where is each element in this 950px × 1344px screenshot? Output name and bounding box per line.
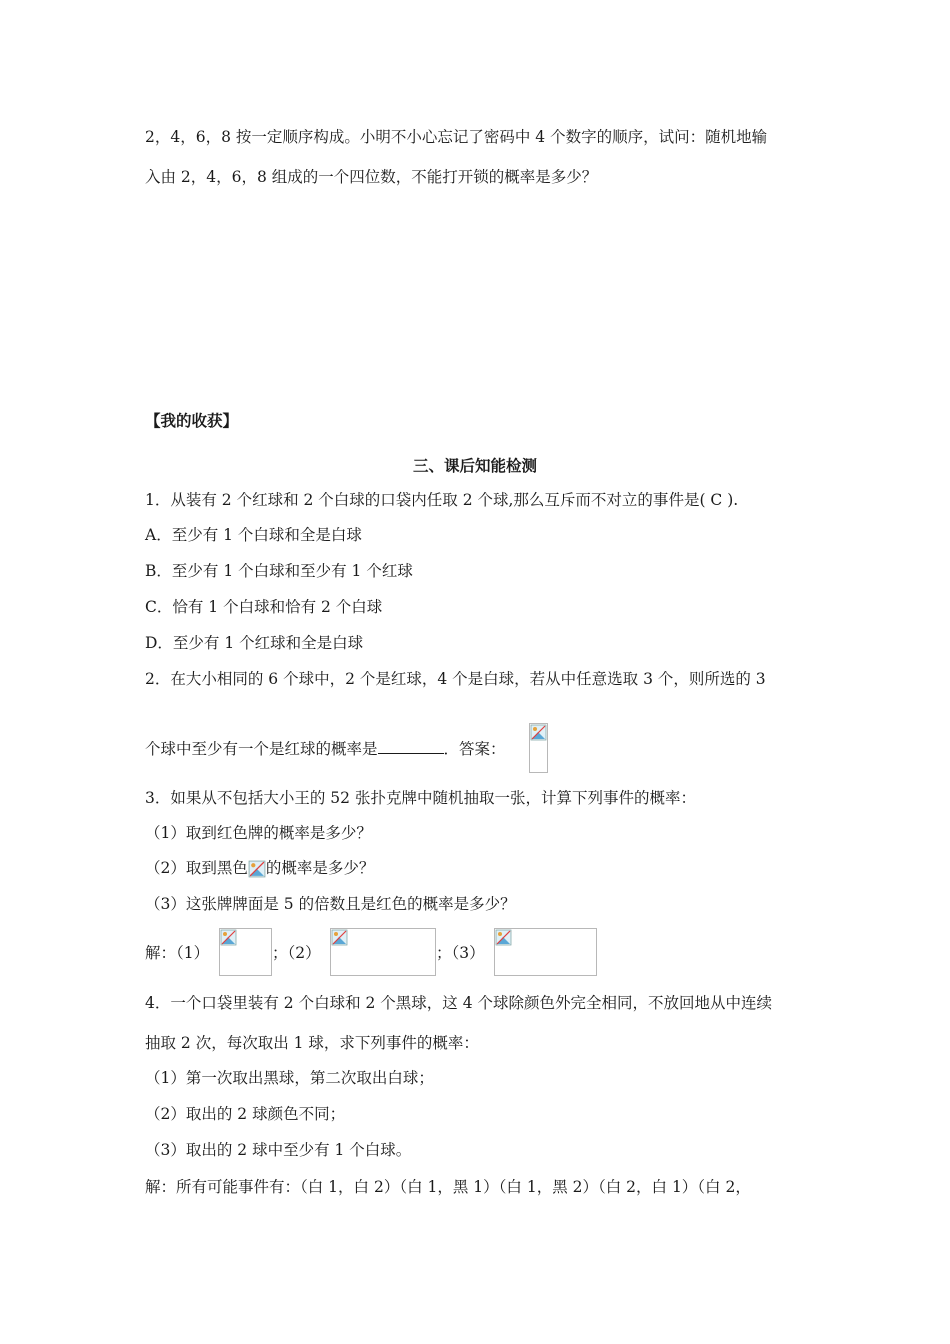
broken-image-icon: [248, 860, 266, 878]
solution-1-image-placeholder: [219, 928, 272, 976]
q1-option-b: B．至少有 1 个白球和至少有 1 个红球: [145, 562, 413, 580]
q2-line-2: [145, 738, 506, 760]
intro-line-1: 2，4，6，8 按一定顺序构成。小明不小心忘记了密码中 4 个数字的顺序，试问：随机地输: [145, 128, 768, 146]
section-title: 三、课后知能检测: [412, 457, 537, 475]
q3-sub-2-after: 的概率是多少？: [265, 859, 375, 877]
q4-line-1: 4．一个口袋里装有 2 个白球和 2 个黑球，这 4 个球除颜色外完全相同，不放回地从中连续: [145, 994, 773, 1012]
broken-image-icon: [495, 929, 512, 946]
q1-stem: 1．从装有 2 个红球和 2 个白球的口袋内任取 2 个球,那么互斥而不对立的事件是( C ).: [145, 491, 739, 509]
intro-line-2: 入由 2，4，6，8 组成的一个四位数，不能打开锁的概率是多少？: [145, 168, 598, 186]
broken-image-icon: [530, 724, 547, 741]
q2-line-1: 2．在大小相同的 6 个球中，2 个是红球，4 个是白球，若从中任意选取 3 个，则所选的 3: [145, 670, 766, 688]
q3-sub-1: （1）取到红色牌的概率是多少？: [145, 824, 372, 842]
inline-image-placeholder: [248, 860, 266, 878]
q4-line-2: 抽取 2 次，每次取出 1 球，求下列事件的概率：: [145, 1034, 479, 1052]
q3-sub-2-before: （2）取到黑色: [145, 859, 248, 877]
answer-image-placeholder: [529, 723, 548, 773]
q3-stem: 3．如果从不包括大小王的 52 张扑克牌中随机抽取一张，计算下列事件的概率：: [145, 789, 696, 807]
broken-image-icon: [220, 929, 237, 946]
q3-sub-3: （3）这张牌牌面是 5 的倍数且是红色的概率是多少？: [145, 895, 516, 913]
solution-3-image-placeholder: [494, 928, 597, 976]
q3-sep-2: ；（2）: [272, 944, 321, 962]
harvest-heading: 【我的收获】: [145, 412, 239, 430]
q4-solution: 解：所有可能事件有：（白 1，白 2）（白 1，黑 1）（白 1，黑 2）（白 2，白 1）（白 2，: [145, 1178, 751, 1196]
q2-line-2-text: 个球中至少有一个是红球的概率是: [145, 740, 378, 758]
q2-answer-label: ．答案：: [443, 740, 506, 758]
q4-sub-3: （3）取出的 2 球中至少有 1 个白球。: [145, 1141, 412, 1159]
q3-sep-3: ；（3）: [436, 944, 485, 962]
q1-option-d: D．至少有 1 个红球和全是白球: [145, 634, 364, 652]
q3-solution-label: 解：（1）: [145, 944, 210, 962]
q1-option-a: A．至少有 1 个白球和全是白球: [145, 526, 362, 544]
q3-sub-2: [145, 857, 374, 879]
broken-image-icon: [331, 929, 348, 946]
q4-sub-1: （1）第一次取出黑球，第二次取出白球；: [145, 1069, 434, 1087]
answer-blank: [378, 739, 444, 754]
solution-2-image-placeholder: [330, 928, 436, 976]
q1-option-c: C．恰有 1 个白球和恰有 2 个白球: [145, 598, 383, 616]
q4-sub-2: （2）取出的 2 球颜色不同；: [145, 1105, 346, 1123]
